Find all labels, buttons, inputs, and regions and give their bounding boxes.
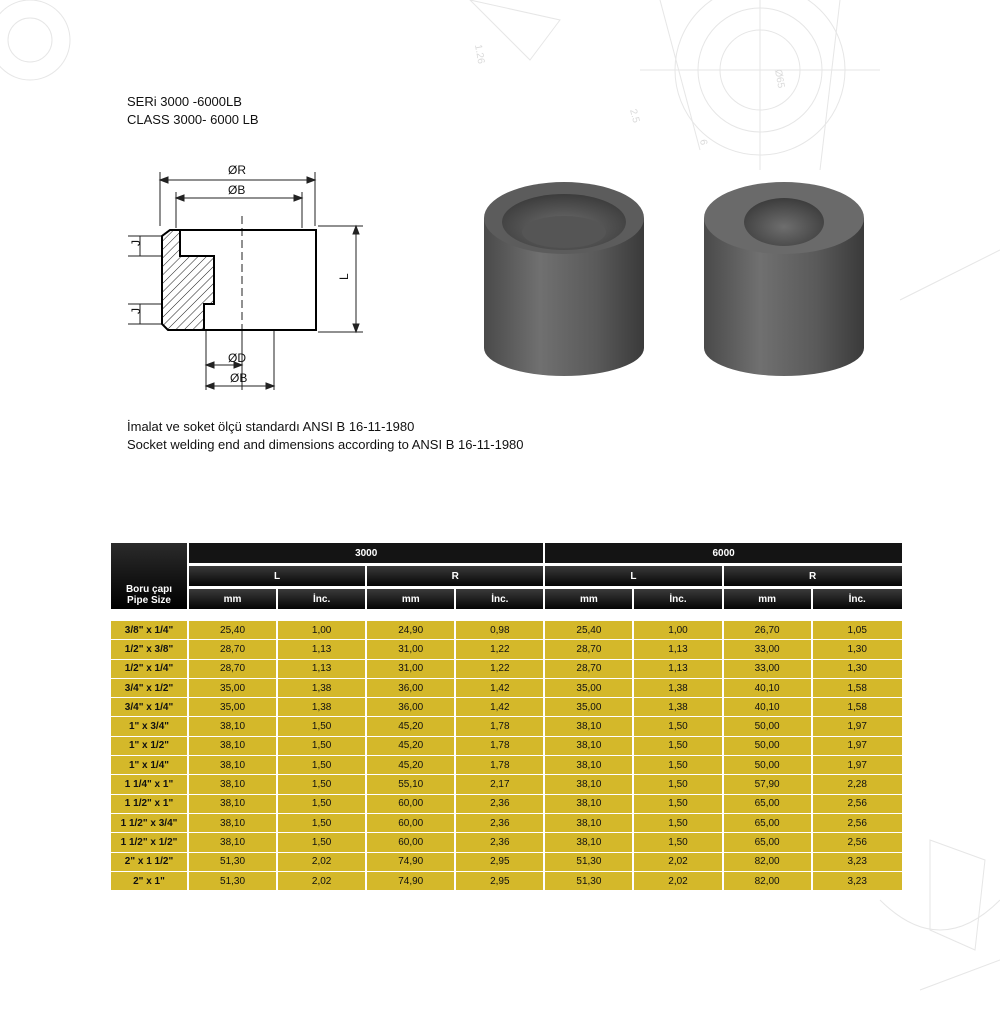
- value-cell: 26,70: [724, 621, 813, 639]
- value-cell: 1,38: [634, 698, 723, 716]
- value-cell: 1,50: [634, 737, 723, 755]
- standard-note: [127, 418, 524, 454]
- fitting-left: [484, 182, 644, 376]
- value-cell: 38,10: [545, 756, 634, 774]
- value-cell: 2,02: [278, 853, 367, 871]
- value-cell: 65,00: [724, 795, 813, 813]
- value-cell: 1,97: [813, 756, 902, 774]
- pipe-size-header-en: Pipe Size: [127, 595, 171, 606]
- unit-header: mm: [189, 589, 278, 609]
- pipe-size-cell: 1 1/4" x 1": [111, 775, 189, 793]
- value-cell: 1,78: [456, 756, 545, 774]
- class-header-row: [189, 543, 902, 563]
- dimension-header-row: [189, 566, 902, 586]
- dim-header: R: [724, 566, 902, 586]
- unit-header: mm: [367, 589, 456, 609]
- value-cell: 82,00: [724, 872, 813, 890]
- value-cell: 60,00: [367, 833, 456, 851]
- value-cell: 28,70: [189, 640, 278, 658]
- value-cell: 31,00: [367, 640, 456, 658]
- value-cell: 1,58: [813, 679, 902, 697]
- value-cell: 2,02: [634, 872, 723, 890]
- value-cell: 28,70: [545, 640, 634, 658]
- bg-dim-126: 1.26: [472, 43, 487, 65]
- value-cell: 1,50: [278, 756, 367, 774]
- value-cell: 1,50: [634, 833, 723, 851]
- value-cell: 1,78: [456, 737, 545, 755]
- pipe-size-cell: 1/2" x 3/8": [111, 640, 189, 658]
- dim-header: L: [189, 566, 367, 586]
- value-cell: 1,97: [813, 737, 902, 755]
- value-cell: 40,10: [724, 679, 813, 697]
- value-cell: 38,10: [189, 795, 278, 813]
- value-cell: 1,00: [634, 621, 723, 639]
- value-cell: 51,30: [545, 872, 634, 890]
- table-row: [111, 756, 902, 774]
- table-row: [111, 872, 902, 890]
- value-cell: 35,00: [189, 698, 278, 716]
- value-cell: 2,95: [456, 853, 545, 871]
- value-cell: 38,10: [545, 795, 634, 813]
- value-cell: 1,22: [456, 640, 545, 658]
- label-r: ØR: [228, 163, 246, 177]
- value-cell: 1,38: [278, 679, 367, 697]
- value-cell: 82,00: [724, 853, 813, 871]
- value-cell: 1,30: [813, 640, 902, 658]
- value-cell: 55,10: [367, 775, 456, 793]
- table-row: [111, 660, 902, 678]
- value-cell: 50,00: [724, 717, 813, 735]
- table-row: [111, 679, 902, 697]
- value-cell: 2,56: [813, 833, 902, 851]
- pipe-size-header: [111, 543, 187, 609]
- value-cell: 2,17: [456, 775, 545, 793]
- value-cell: 45,20: [367, 756, 456, 774]
- label-d: ØD: [228, 351, 246, 365]
- table-row: [111, 853, 902, 871]
- value-cell: 38,10: [545, 833, 634, 851]
- value-cell: 38,10: [545, 814, 634, 832]
- value-cell: 38,10: [189, 737, 278, 755]
- bg-dim-65: Ø65: [772, 68, 787, 90]
- value-cell: 3,23: [813, 853, 902, 871]
- value-cell: 1,22: [456, 660, 545, 678]
- dim-header: R: [367, 566, 545, 586]
- dimension-table: [111, 543, 902, 891]
- value-cell: 1,50: [278, 717, 367, 735]
- standard-line2: Socket welding end and dimensions according to ANSI B 16-11-1980: [127, 437, 524, 452]
- value-cell: 36,00: [367, 679, 456, 697]
- value-cell: 51,30: [189, 872, 278, 890]
- dim-header: L: [545, 566, 723, 586]
- value-cell: 45,20: [367, 737, 456, 755]
- value-cell: 0,98: [456, 621, 545, 639]
- class-3000-header: 3000: [189, 543, 545, 563]
- value-cell: 40,10: [724, 698, 813, 716]
- pipe-size-cell: 2" x 1": [111, 872, 189, 890]
- pipe-size-cell: 1 1/2" x 1": [111, 795, 189, 813]
- pipe-size-cell: 3/4" x 1/4": [111, 698, 189, 716]
- unit-header: mm: [545, 589, 634, 609]
- value-cell: 57,90: [724, 775, 813, 793]
- value-cell: 1,50: [634, 775, 723, 793]
- value-cell: 2,56: [813, 795, 902, 813]
- value-cell: 38,10: [545, 775, 634, 793]
- value-cell: 2,36: [456, 795, 545, 813]
- value-cell: 45,20: [367, 717, 456, 735]
- table-row: [111, 717, 902, 735]
- value-cell: 28,70: [189, 660, 278, 678]
- value-cell: 1,38: [278, 698, 367, 716]
- value-cell: 1,50: [278, 814, 367, 832]
- unit-header: İnc.: [456, 589, 545, 609]
- value-cell: 60,00: [367, 814, 456, 832]
- value-cell: 1,50: [634, 814, 723, 832]
- value-cell: 2,28: [813, 775, 902, 793]
- value-cell: 1,50: [278, 737, 367, 755]
- value-cell: 1,30: [813, 660, 902, 678]
- table-row: [111, 795, 902, 813]
- value-cell: 38,10: [189, 814, 278, 832]
- value-cell: 1,13: [278, 660, 367, 678]
- value-cell: 1,97: [813, 717, 902, 735]
- value-cell: 2,36: [456, 833, 545, 851]
- value-cell: 1,50: [634, 795, 723, 813]
- bg-dim-6: 6: [697, 138, 709, 146]
- value-cell: 36,00: [367, 698, 456, 716]
- value-cell: 50,00: [724, 737, 813, 755]
- value-cell: 38,10: [545, 717, 634, 735]
- value-cell: 1,50: [278, 795, 367, 813]
- value-cell: 38,10: [545, 737, 634, 755]
- unit-header-row: [189, 589, 902, 609]
- unit-header: mm: [724, 589, 813, 609]
- value-cell: 1,50: [278, 775, 367, 793]
- value-cell: 1,58: [813, 698, 902, 716]
- pipe-size-cell: 2" x 1 1/2": [111, 853, 189, 871]
- value-cell: 2,02: [634, 853, 723, 871]
- label-b-top: ØB: [228, 183, 246, 197]
- unit-header: İnc.: [813, 589, 902, 609]
- value-cell: 60,00: [367, 795, 456, 813]
- value-cell: 1,00: [278, 621, 367, 639]
- table-row: [111, 621, 902, 639]
- value-cell: 38,10: [189, 717, 278, 735]
- value-cell: 1,50: [634, 756, 723, 774]
- table-header: [111, 543, 902, 609]
- value-cell: 74,90: [367, 853, 456, 871]
- value-cell: 38,10: [189, 756, 278, 774]
- value-cell: 28,70: [545, 660, 634, 678]
- value-cell: 1,13: [278, 640, 367, 658]
- value-cell: 35,00: [545, 679, 634, 697]
- value-cell: 1,50: [634, 717, 723, 735]
- value-cell: 25,40: [545, 621, 634, 639]
- value-cell: 24,90: [367, 621, 456, 639]
- value-cell: 1,50: [278, 833, 367, 851]
- value-cell: 35,00: [545, 698, 634, 716]
- label-b-bottom: ØB: [230, 371, 248, 385]
- value-cell: 1,05: [813, 621, 902, 639]
- label-l: L: [337, 273, 351, 280]
- bg-dim-25: 2.5: [627, 107, 642, 125]
- pipe-size-cell: 3/8" x 1/4": [111, 621, 189, 639]
- pipe-size-cell: 1 1/2" x 3/4": [111, 814, 189, 832]
- pipe-size-cell: 1" x 3/4": [111, 717, 189, 735]
- unit-header: İnc.: [278, 589, 367, 609]
- pipe-size-header-tr: Boru çapı: [125, 584, 173, 595]
- table-row: [111, 775, 902, 793]
- table-row: [111, 814, 902, 832]
- product-photo: [478, 168, 868, 390]
- value-cell: 33,00: [724, 660, 813, 678]
- series-title: [127, 93, 259, 129]
- value-cell: 1,42: [456, 698, 545, 716]
- cross-section-diagram: [118, 158, 368, 398]
- fitting-right: [704, 182, 864, 376]
- pipe-size-cell: 1" x 1/4": [111, 756, 189, 774]
- value-cell: 2,02: [278, 872, 367, 890]
- value-cell: 25,40: [189, 621, 278, 639]
- value-cell: 38,10: [189, 833, 278, 851]
- table-row: [111, 737, 902, 755]
- value-cell: 2,36: [456, 814, 545, 832]
- pipe-size-cell: 1 1/2" x 1/2": [111, 833, 189, 851]
- series-title-line1: SERi 3000 -6000LB: [127, 94, 242, 109]
- value-cell: 51,30: [545, 853, 634, 871]
- value-cell: 1,13: [634, 640, 723, 658]
- pipe-size-cell: 1" x 1/2": [111, 737, 189, 755]
- value-cell: 74,90: [367, 872, 456, 890]
- value-cell: 31,00: [367, 660, 456, 678]
- series-title-line2: CLASS 3000- 6000 LB: [127, 112, 259, 127]
- value-cell: 2,56: [813, 814, 902, 832]
- value-cell: 3,23: [813, 872, 902, 890]
- class-6000-header: 6000: [545, 543, 901, 563]
- value-cell: 51,30: [189, 853, 278, 871]
- table-body: [111, 621, 902, 890]
- value-cell: 65,00: [724, 833, 813, 851]
- value-cell: 33,00: [724, 640, 813, 658]
- value-cell: 35,00: [189, 679, 278, 697]
- label-j-bottom: J: [129, 308, 143, 314]
- table-row: [111, 640, 902, 658]
- pipe-size-cell: 3/4" x 1/2": [111, 679, 189, 697]
- value-cell: 1,38: [634, 679, 723, 697]
- value-cell: 38,10: [189, 775, 278, 793]
- value-cell: 2,95: [456, 872, 545, 890]
- table-row: [111, 833, 902, 851]
- pipe-size-cell: 1/2" x 1/4": [111, 660, 189, 678]
- value-cell: 1,42: [456, 679, 545, 697]
- table-row: [111, 698, 902, 716]
- standard-line1: İmalat ve soket ölçü standardı ANSI B 16-11-1980: [127, 419, 415, 434]
- label-j-top: J: [129, 240, 143, 246]
- unit-header: İnc.: [634, 589, 723, 609]
- value-cell: 1,13: [634, 660, 723, 678]
- value-cell: 50,00: [724, 756, 813, 774]
- value-cell: 1,78: [456, 717, 545, 735]
- value-cell: 65,00: [724, 814, 813, 832]
